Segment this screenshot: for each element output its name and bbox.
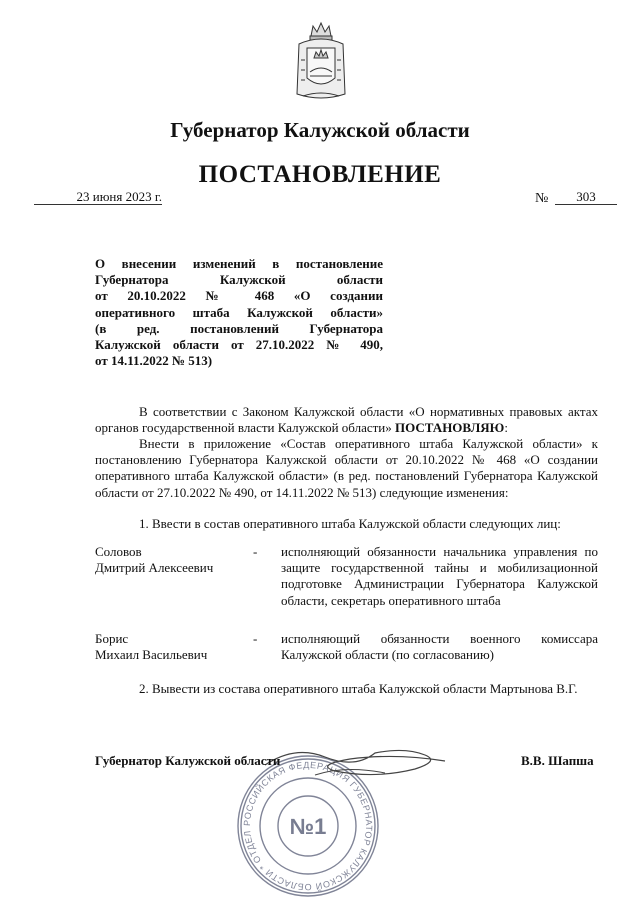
member-dash: -: [253, 544, 258, 559]
coat-of-arms-icon: [293, 20, 349, 104]
stamp-outer-text: РОССИЙСКАЯ ФЕДЕРАЦИЯ ГУБЕРНАТОР КАЛУЖСКОЙ ОБЛАСТИ * ОТДЕЛ: [241, 759, 375, 893]
member-given-name: Дмитрий Алексеевич: [95, 560, 214, 576]
member-surname: Борис: [95, 631, 129, 646]
subject-line: от 20.10.2022 № 468 «О создании: [95, 288, 383, 304]
document-number: 303: [555, 189, 617, 205]
member-role: исполняющий обязанности военного комиссара Калужской области (по согласованию): [281, 631, 598, 663]
member-name: [95, 544, 245, 576]
amendment-text: Внести в приложение «Состав оперативного штаба Калужской области» к постановлению Губернатора Калужской области от 20.10.2022 № 468 «О создании оперативного штаба Калужской области» (в ред. постановлений Губернатора Калужской области от 27.10.2022 № 490, от 14.11.2022 № 513) следующие изменения:: [95, 436, 598, 500]
subject-line: (в ред. постановлений Губернатора: [95, 320, 383, 336]
signatory-name: В.В. Шапша: [521, 753, 594, 768]
issuing-authority: Губернатор Калужской области: [170, 118, 470, 142]
item-2-paragraph: [95, 681, 598, 697]
signatory-title: Губернатор Калужской области: [95, 753, 281, 768]
handwritten-signature-icon: [255, 735, 455, 785]
preamble-text: В соответствии с Законом Калужской области «О нормативных правовых актах органов государственной власти Калужской области»: [95, 404, 598, 436]
item-2-text: 2. Вывести из состава оперативного штаба Калужской области Мартынова В.Г.: [139, 681, 578, 696]
member-surname: Соловов: [95, 544, 142, 559]
member-role: исполняющий обязанности начальника управления по защите государственной тайны и мобилизационной подготовке Администрации Губернатора Калужской области, секретарь оперативного штаба: [281, 544, 598, 608]
document-date: 23 июня 2023 г.: [34, 189, 162, 205]
member-name: [95, 631, 245, 663]
decree-keyword: ПОСТАНОВЛЯЮ: [395, 420, 505, 436]
stamp-center-number: №1: [289, 814, 327, 839]
document-subject: [95, 256, 383, 369]
preamble-tail: :: [504, 420, 508, 436]
document-number-label: №: [535, 191, 549, 206]
member-dash: -: [253, 631, 258, 646]
item-1-paragraph: [95, 516, 598, 532]
subject-line: от 14.11.2022 № 513): [95, 353, 213, 369]
subject-line: оперативного штаба Калужской области»: [95, 304, 383, 320]
document-type-title: ПОСТАНОВЛЕНИЕ: [198, 161, 442, 188]
subject-line: Калужской области от 27.10.2022 № 490,: [95, 337, 383, 353]
subject-line: О внесении изменений в постановление: [95, 256, 383, 271]
preamble-paragraph: [95, 404, 598, 436]
subject-line: Губернатора Калужской области: [95, 272, 383, 288]
item-1-text: 1. Ввести в состав оперативного штаба Калужской области следующих лиц:: [139, 516, 561, 531]
member-given-name: Михаил Васильевич: [95, 647, 208, 663]
amendment-paragraph: [95, 436, 598, 501]
